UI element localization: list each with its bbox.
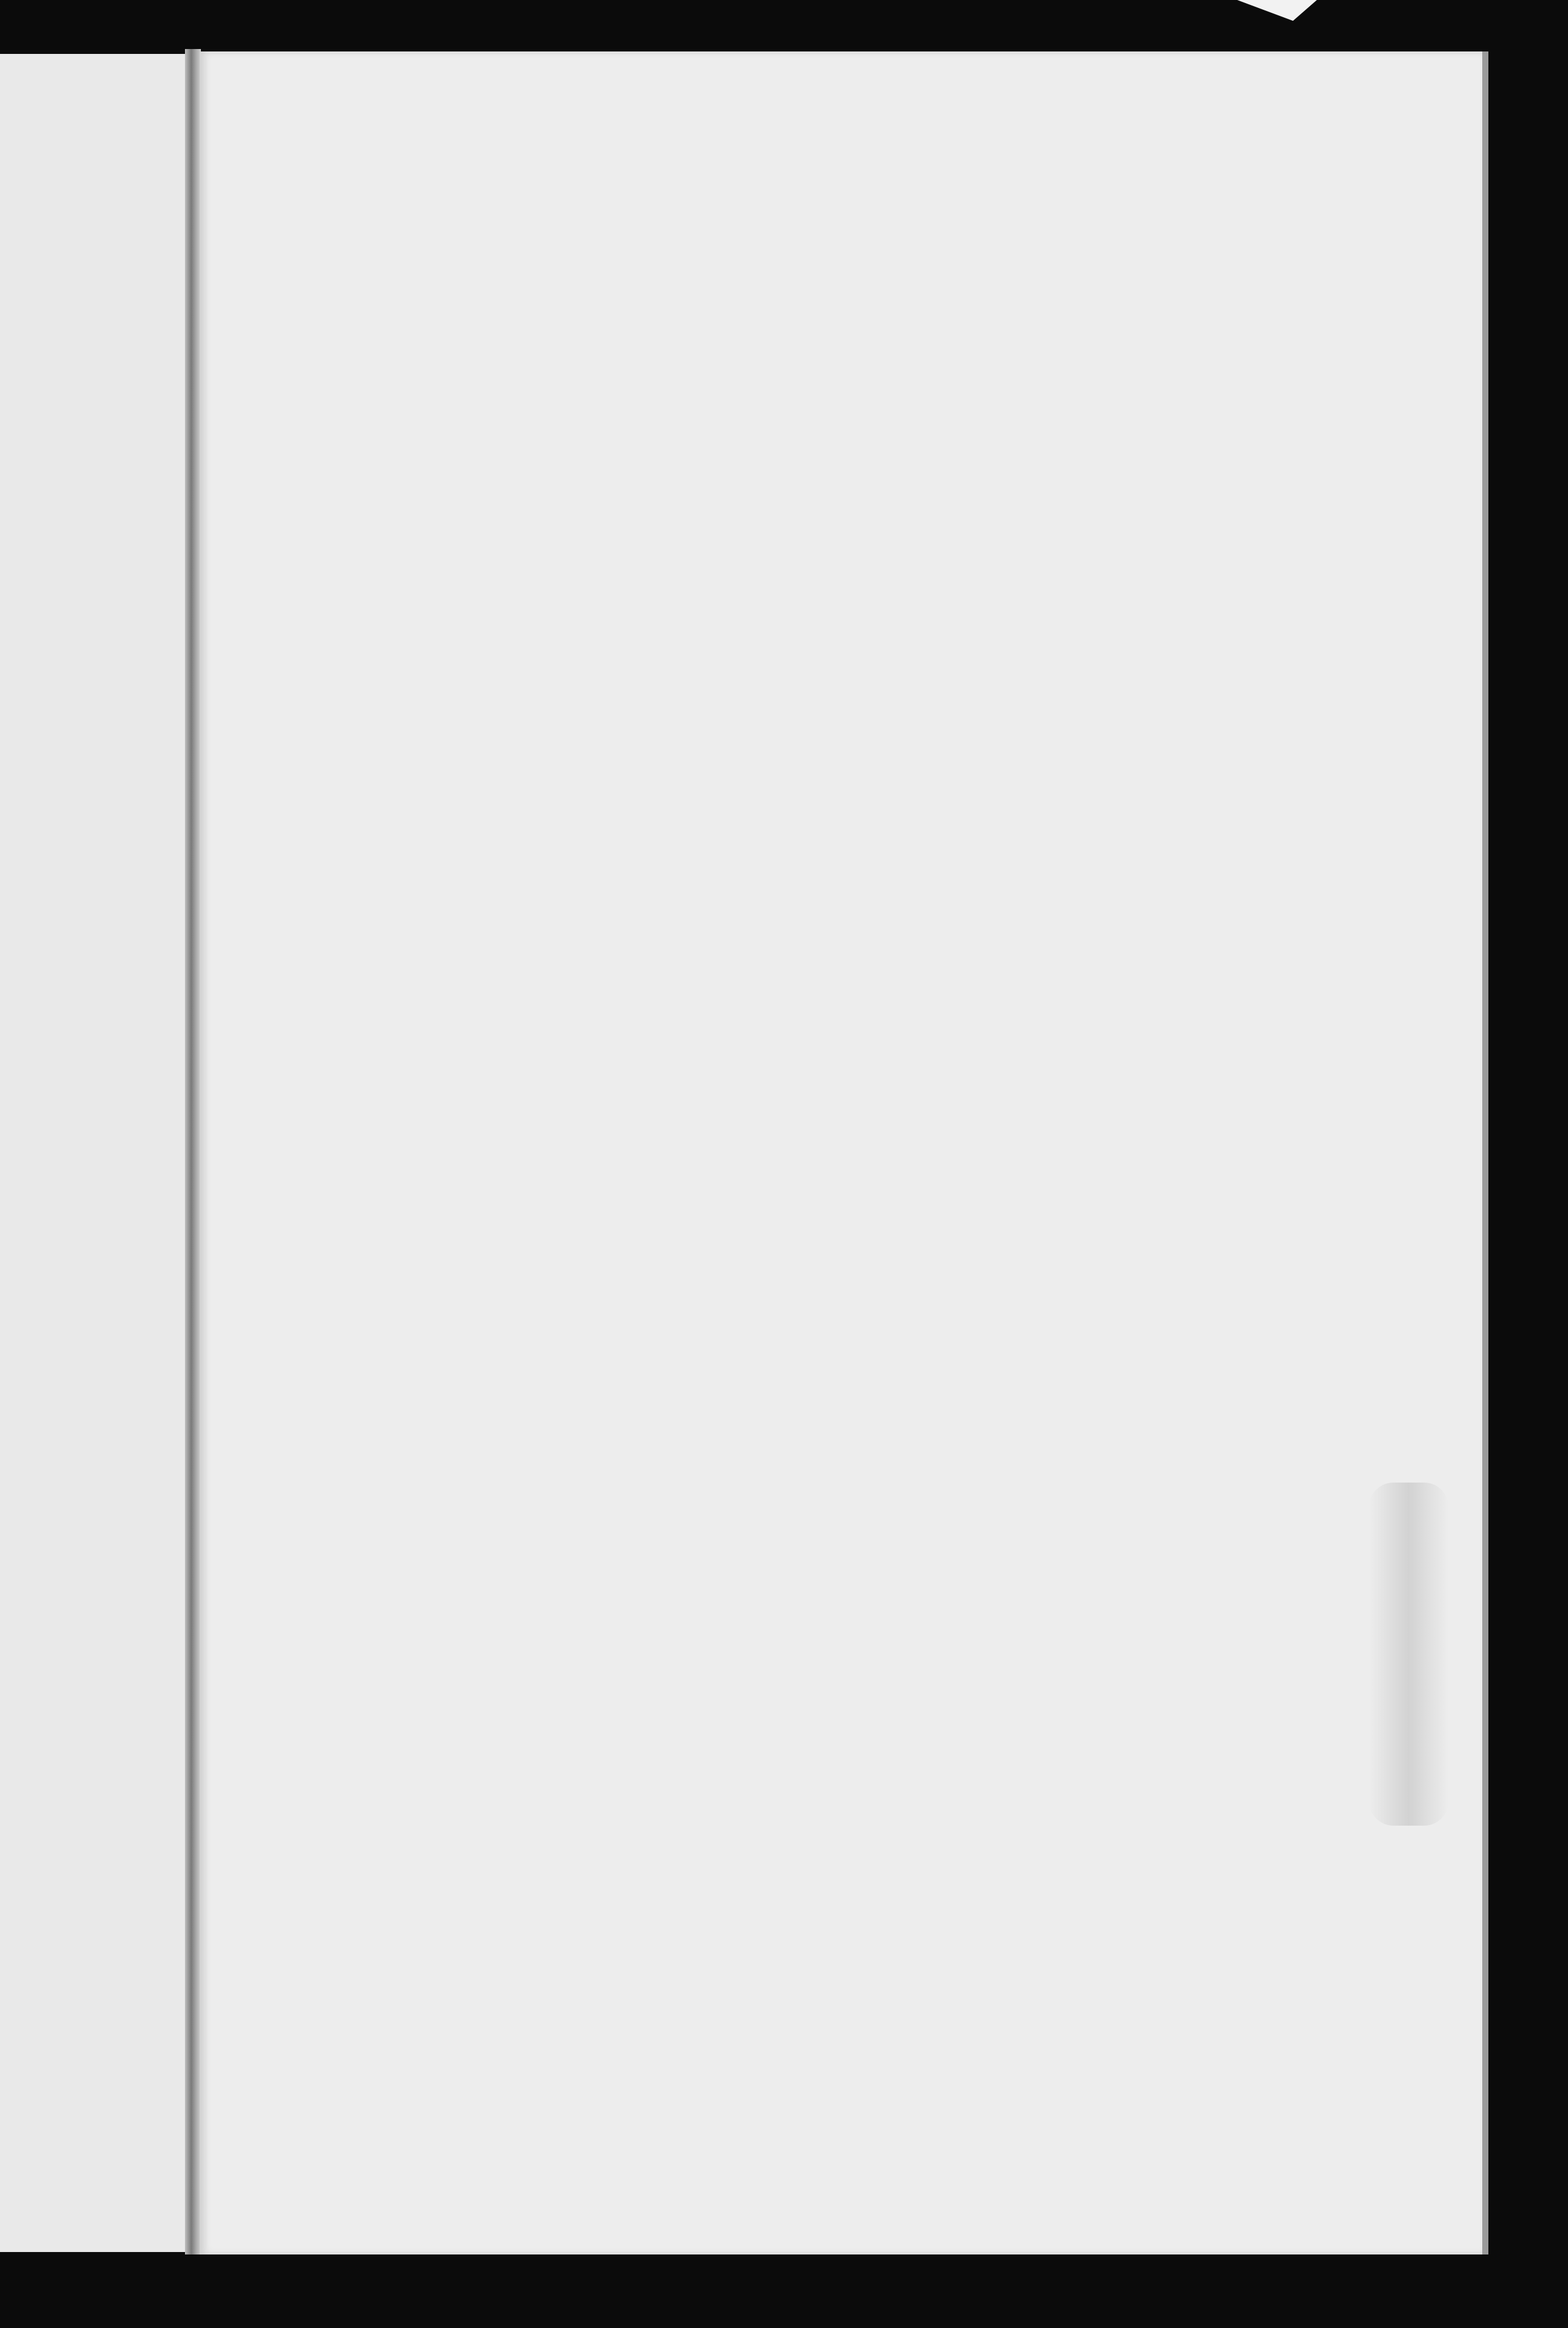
book-gutter [185,49,201,2254]
right-page [200,51,1482,2254]
pencil-smudge [1369,1483,1449,1826]
page-edge [1482,51,1488,2254]
left-page [0,54,195,2252]
scan-artifact [1237,0,1317,21]
